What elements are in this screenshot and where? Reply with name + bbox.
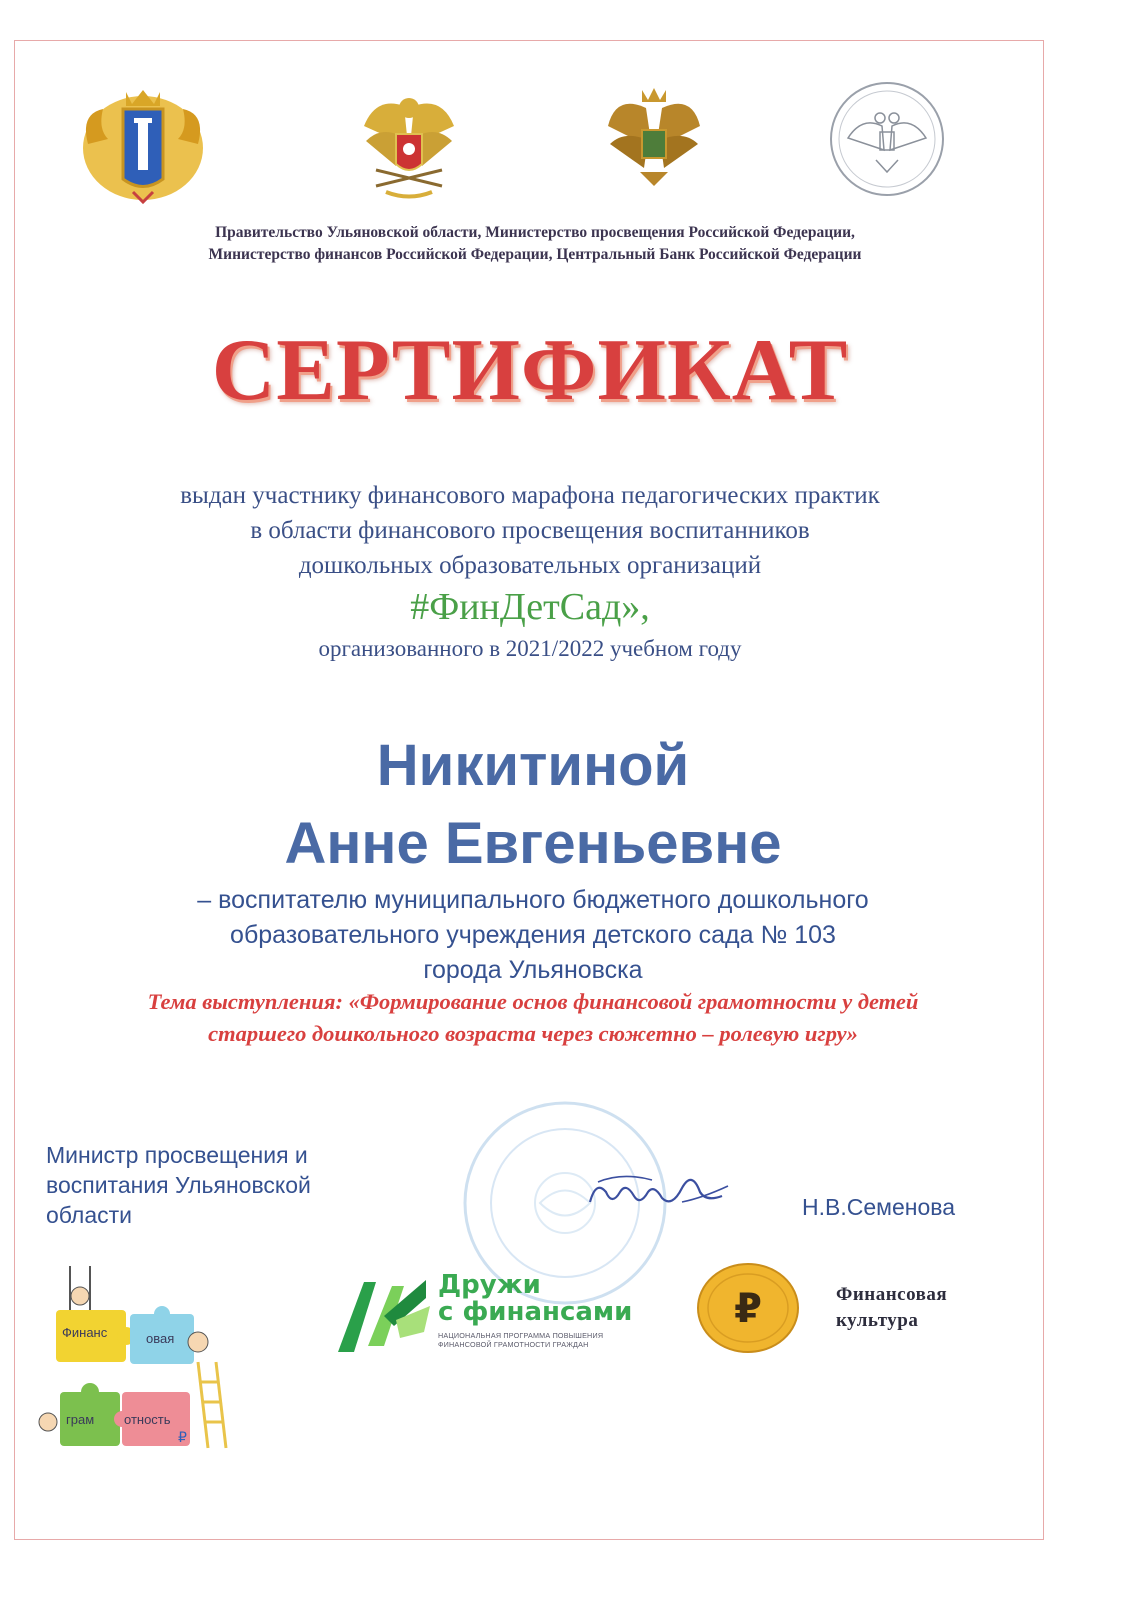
issuers-line-2: Министерство финансов Российской Федерации, Центральный Банк Российской Федерации [208,246,862,263]
issued-line-1: выдан участнику финансового марафона педагогических практик [180,482,880,509]
issued-for-text [0,478,1060,583]
position-line-2: образовательного учреждения детского сада № 103 [230,921,836,949]
recipient-surname: Никитиной [376,733,690,798]
recipient-position [0,883,1066,988]
recipient-given-names: Анне Евгеньевне [284,811,782,876]
presentation-topic [0,986,1066,1050]
topic-line-1: Тема выступления: «Формирование основ финансовой грамотности у детей [147,989,919,1014]
fincult-line-1: Финансовая [836,1284,948,1305]
druzhi-s-finansami-logo-icon [334,1276,434,1356]
puzzle-word-4: отность [124,1412,171,1427]
minister-line-2: воспитания Ульяновской [46,1172,311,1198]
position-line-3: города Ульяновска [423,956,643,984]
issued-line-3: дошкольных образовательных организаций [298,552,762,579]
issuers-line-1: Правительство Ульяновской области, Министерство просвещения Российской Федерации, [215,224,855,241]
fincult-line-2: культура [836,1310,919,1331]
moscow-region-coat-of-arms-icon [356,86,462,202]
ulyanovsk-coat-of-arms-icon [78,84,208,206]
event-hashtag: #ФинДетСад», [410,586,650,628]
ruble-coin-icon [696,1262,800,1354]
druzhi-logo-text [438,1272,632,1326]
puzzle-word-3: грам [66,1412,95,1427]
druzhi-sub-2: ФИНАНСОВОЙ ГРАМОТНОСТИ ГРАЖДАН [438,1340,589,1349]
central-bank-emblem-icon [828,80,946,198]
puzzle-word-2: овая [146,1331,175,1346]
coin-symbol: ₽ [734,1286,762,1332]
minister-title [46,1140,376,1230]
certificate-title: СЕРТИФИКАТ [211,322,849,419]
druzhi-line-2: с финансами [438,1297,633,1327]
position-line-1: – воспитателю муниципального бюджетного дошкольного [197,886,869,914]
school-year-line: организованного в 2021/2022 учебном году [318,636,742,661]
topic-line-2: старшего дошкольного возраста через сюжетно – ролевую игру» [208,1021,858,1046]
druzhi-sub-1: НАЦИОНАЛЬНАЯ ПРОГРАММА ПОВЫШЕНИЯ [438,1331,604,1340]
druzhi-subtitle [438,1331,658,1349]
minister-line-1: Министр просвещения и [46,1142,308,1168]
issued-line-2: в области финансового просвещения воспитанников [250,517,810,544]
financial-culture-logo-text [836,1282,947,1334]
issuing-organizations [0,222,1070,266]
russia-coat-of-arms-icon [604,86,704,190]
minister-line-3: области [46,1202,133,1228]
svg-text:₽: ₽ [178,1430,187,1446]
druzhi-line-1: Дружи [438,1270,541,1300]
puzzle-word-1: Финанс [62,1325,108,1340]
signer-name: Н.В.Семенова [802,1194,955,1220]
signature-icon [582,1162,732,1222]
